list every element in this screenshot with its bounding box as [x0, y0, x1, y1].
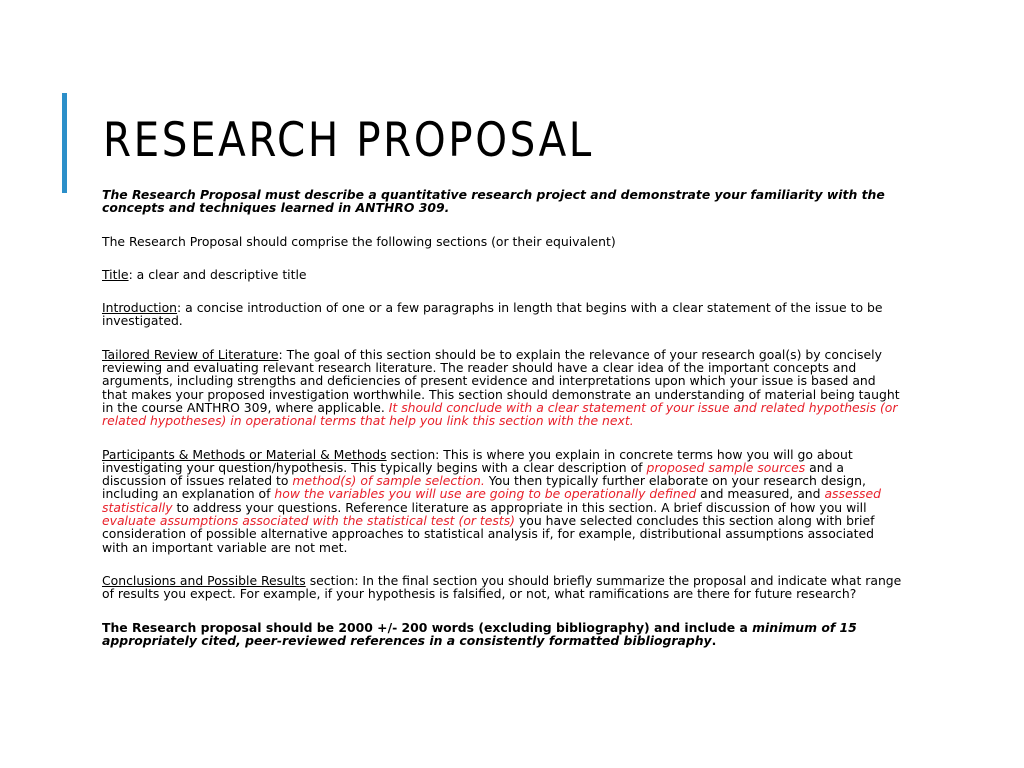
review-section-text: : The goal of this section should be to explain the relevance of your research goal(s) by concisely reviewing and evaluating relevant research literature. The reader should have a clear idea of the important concepts and arguments, including strengths and deficiencies of present evidence and interpretations upon which your issue is based and that makes your proposed investigation worthwhile. This section should demonstrate an understanding of material being taught in the course ANTHRO 309, where applicable.: [102, 346, 900, 415]
methods-section-text-5: to address your questions. Reference literature as appropriate in this section. A brief discussion of how you will: [172, 499, 867, 515]
title-section-heading: Title: [102, 266, 129, 282]
title-section-text: : a clear and descriptive title: [128, 266, 307, 282]
conclusions-section-text: section: In the final section you should briefly summarize the proposal and indicate what range of results you expect. For example, if your hypothesis is falsified, or not, what ramifications are there for future research?: [102, 572, 902, 602]
methods-section-highlight-4: assessed statistically: [102, 486, 881, 515]
methods-section-highlight-3: how the variables you will use are going to be operationally defined: [274, 486, 697, 502]
methods-section-text-3: You then typically further elaborate on your research design, including an explanation of: [102, 473, 866, 502]
review-section-heading: Tailored Review of Literature: [102, 346, 279, 362]
methods-section-text-4: and measured, and: [696, 486, 825, 502]
requirements-emphasis: minimum: [752, 619, 818, 635]
introduction-section-paragraph: [102, 301, 902, 328]
slide-body: [102, 188, 902, 667]
conclusions-section-paragraph: [102, 574, 902, 601]
requirements-paragraph: [102, 621, 902, 648]
review-section-highlight: It should conclude with a clear statement of your issue and related hypothesis (or related hypotheses) in operational terms that help you link this section with the next.: [102, 399, 898, 429]
methods-section-text-1: section: This is where you explain in concrete terms how you will go about investigating your question/hypothesis. This typically begins with a clear description of: [102, 446, 853, 475]
slide-title: RESEARCH PROPOSAL: [103, 113, 594, 168]
conclusions-section-heading: Conclusions and Possible Results: [102, 572, 306, 588]
methods-section-heading: Participants & Methods or Material & Methods: [102, 446, 387, 462]
methods-section-highlight-2: method(s) of sample selection.: [292, 473, 485, 489]
intro-paragraph: The Research Proposal must describe a quantitative research project and demonstrate your familiarity with the concepts and techniques learned in ANTHRO 309.: [102, 187, 885, 216]
review-section-paragraph: [102, 348, 902, 428]
title-accent-bar: [62, 93, 67, 193]
methods-section-text-6: you have selected concludes this section along with brief consideration of possible alternative approaches to statistical analysis if, for example, distributional assumptions associated with an important variable are not met.: [102, 513, 875, 555]
sections-intro-paragraph: The Research Proposal should comprise the following sections (or their equivalent): [102, 233, 616, 249]
methods-section-highlight-5: evaluate assumptions associated with the statistical test (or tests): [102, 513, 516, 529]
introduction-section-heading: Introduction: [102, 300, 178, 316]
requirements-text-2: of 15 appropriately cited, peer-reviewed references in a consistently formatted bibliography: [102, 619, 857, 648]
methods-section-text-2: and a discussion of issues related to: [102, 459, 844, 489]
methods-section-paragraph: [102, 448, 902, 554]
requirements-end: .: [711, 632, 717, 648]
requirements-text-1: The Research proposal should be 2000 +/- 200 words (excluding bibliography) and include a: [102, 619, 753, 635]
introduction-section-text: : a concise introduction of one or a few paragraphs in length that begins with a clear statement of the issue to be investigated.: [102, 300, 883, 329]
title-section-paragraph: [102, 268, 902, 281]
methods-section-highlight-1: proposed sample sources: [646, 459, 806, 475]
